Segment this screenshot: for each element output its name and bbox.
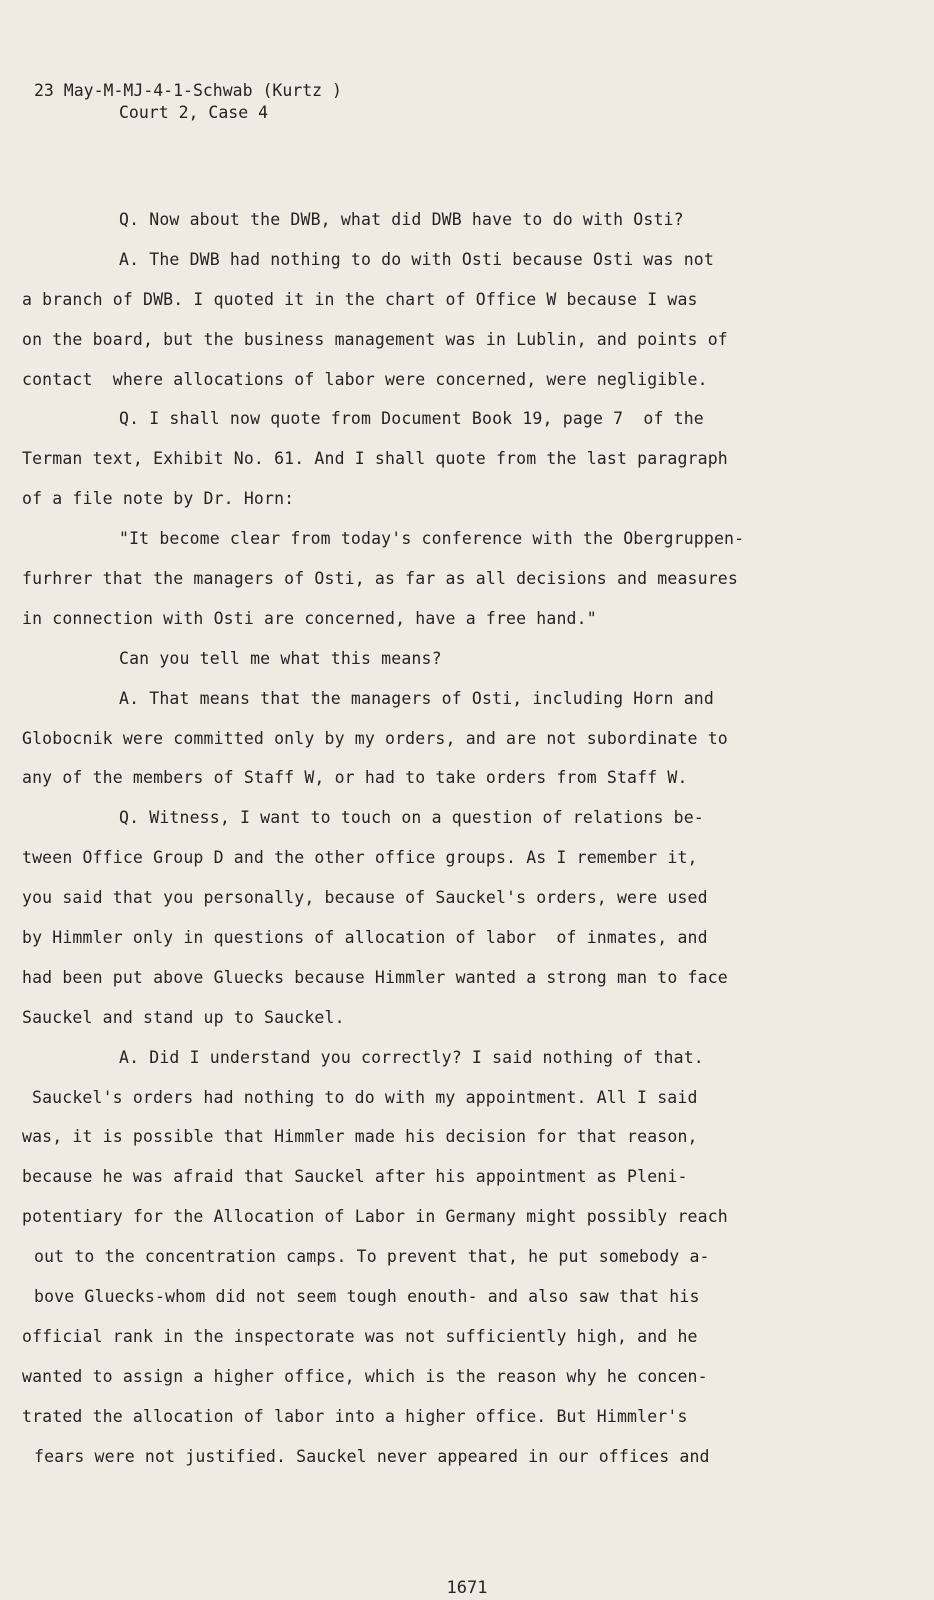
text-line: wanted to assign a higher office, which is the reason why he concen- [22,1366,708,1386]
text-line: Can you tell me what this means? [119,648,442,668]
text-line: Sauckel's orders had nothing to do with my appointment. All I said [32,1087,698,1107]
text-line: was, it is possible that Himmler made his decision for that reason, [22,1127,698,1147]
text-line: had been put above Gluecks because Himmler wanted a strong man to face [22,967,728,987]
text-line: on the board, but the business management was in Lublin, and points of [22,329,728,349]
text-line: you said that you personally, because of Sauckel's orders, were used [22,888,708,908]
text-line: a branch of DWB. I quoted it in the chart of Office W because I was [22,289,698,309]
text-line: tween Office Group D and the other office groups. As I remember it, [22,848,698,868]
text-line: Sauckel and stand up to Sauckel. [22,1007,345,1027]
text-line: A. That means that the managers of Osti, including Horn and [119,688,714,708]
text-line: official rank in the inspectorate was not sufficiently high, and he [22,1326,698,1346]
text-line: bove Gluecks-whom did not seem tough enouth- and also saw that his [34,1287,700,1307]
text-line: Globocnik were committed only by my orders, and are not subordinate to [22,728,728,748]
text-line: in connection with Osti are concerned, have a free hand." [22,608,597,628]
transcript-body [22,200,762,1477]
text-line: A. The DWB had nothing to do with Osti because Osti was not [119,249,714,269]
text-line: potentiary for the Allocation of Labor in Germany might possibly reach [22,1207,728,1227]
text-line: fears were not justified. Sauckel never appeared in our offices and [34,1446,710,1466]
text-line: trated the allocation of labor into a higher office. But Himmler's [22,1406,688,1426]
text-line: Q. Now about the DWB, what did DWB have to do with Osti? [119,210,684,229]
text-line: by Himmler only in questions of allocation of labor of inmates, and [22,928,708,948]
text-line: Q. Witness, I want to touch on a question of relations be- [119,808,704,828]
text-line: "It become clear from today's conference with the Obergruppen- [119,529,745,549]
text-line: A. Did I understand you correctly? I said nothing of that. [119,1047,704,1067]
header-line-2: Court 2, Case 4 [119,103,269,122]
text-line: contact where allocations of labor were concerned, were negligible. [22,369,708,389]
text-line: out to the concentration camps. To prevent that, he put somebody a- [34,1247,710,1267]
header-line-1: 23 May-M-MJ-4-1-Schwab (Kurtz ) [34,81,342,100]
text-line: Q. I shall now quote from Document Book 19, page 7 of the [119,409,704,429]
text-line: because he was afraid that Sauckel after his appointment as Pleni- [22,1167,688,1187]
page-number: 1671 [446,1578,488,1598]
document-header [34,80,342,124]
text-line: Terman text, Exhibit No. 61. And I shall quote from the last paragraph [22,449,728,469]
text-line: any of the members of Staff W, or had to take orders from Staff W. [22,768,688,788]
text-line: of a file note by Dr. Horn: [22,489,295,509]
text-line: furhrer that the managers of Osti, as far as all decisions and measures [22,569,738,589]
